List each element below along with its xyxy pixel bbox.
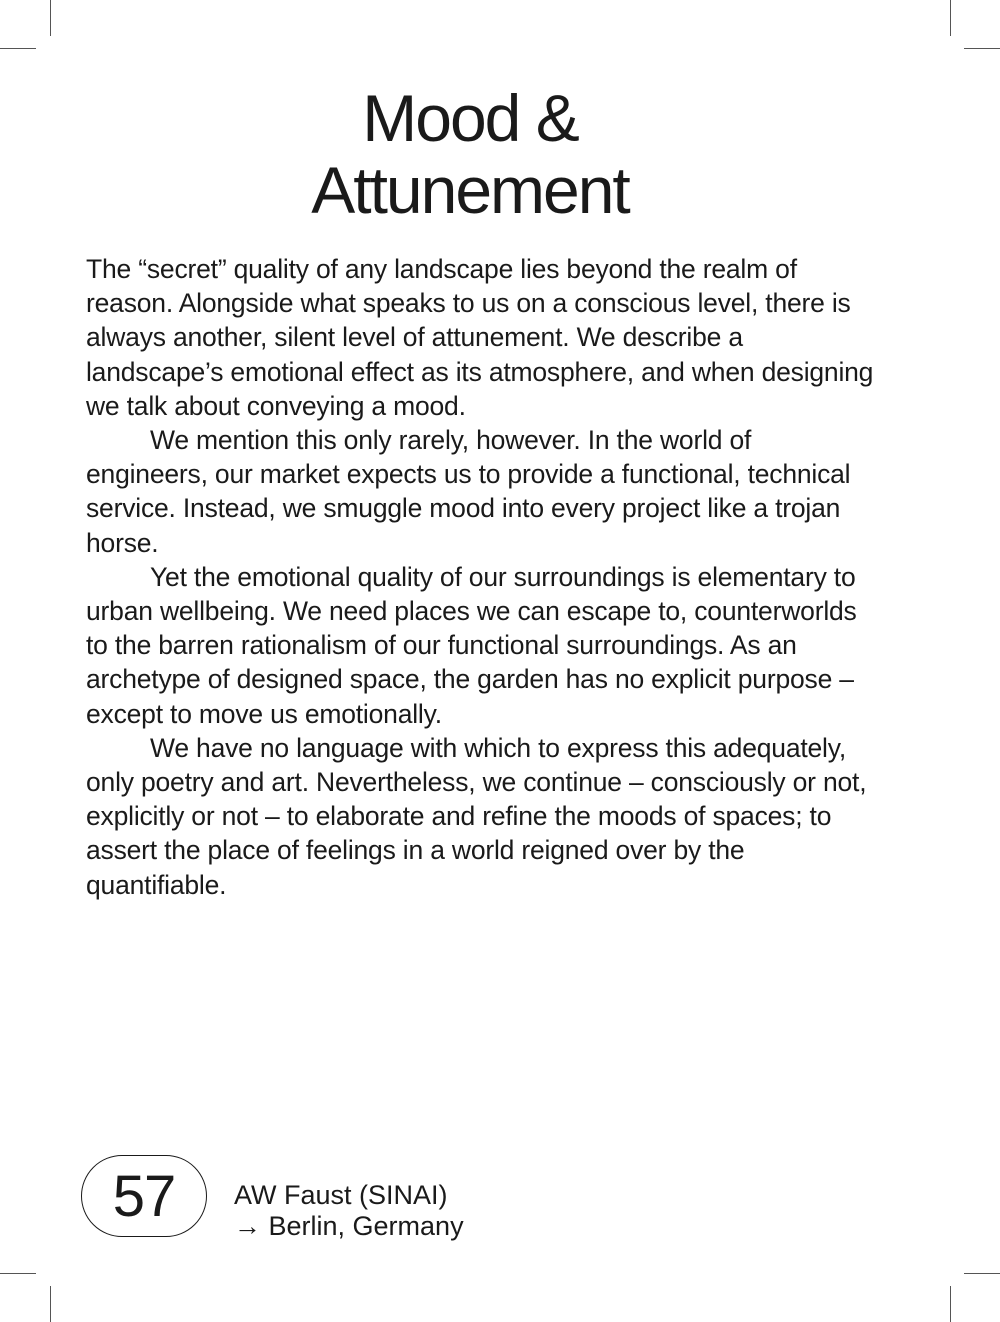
page-number-badge bbox=[81, 1155, 207, 1237]
credit-author: AW Faust (SINAI) bbox=[234, 1180, 448, 1210]
page-number: 57 bbox=[112, 1163, 176, 1229]
crop-mark-top-left-vertical bbox=[50, 0, 51, 36]
page-title bbox=[0, 82, 940, 226]
essay-body bbox=[86, 252, 876, 902]
paragraph-3: Yet the emotional quality of our surroundings is elementary to urban wellbeing. We need places we can escape to, counterworlds to the barren rationalism of our functional surroundings. As an archetype of designed space, the garden has no explicit purpose – except to move us emotionally. bbox=[86, 561, 857, 729]
credit-location: → Berlin, Germany bbox=[234, 1211, 464, 1241]
crop-mark-bottom-right-vertical bbox=[950, 1286, 951, 1322]
crop-mark-bottom-right-horizontal bbox=[964, 1273, 1000, 1274]
paragraph-2: We mention this only rarely, however. In the world of engineers, our market expects us to provide a functional, technical service. Instead, we smuggle mood into every project like a trojan horse. bbox=[86, 425, 851, 558]
title-line-2: Attunement bbox=[311, 153, 629, 227]
crop-mark-top-right-vertical bbox=[950, 0, 951, 36]
paragraph-1: The “secret” quality of any landscape lies beyond the realm of reason. Alongside what speaks to us on a conscious level, there is always another, silent level of attunement. We describe a landscape’s emotional effect as its atmosphere, and when designing we talk about conveying a mood. bbox=[86, 254, 874, 421]
crop-mark-bottom-left-vertical bbox=[50, 1286, 51, 1322]
crop-mark-bottom-left-horizontal bbox=[0, 1273, 36, 1274]
paragraph-4: We have no language with which to express this adequately, only poetry and art. Nevertheless, we continue – consciously or not, explicitly or not – to elaborate and refine the moods of spaces; to assert the place of feelings in a world reigned over by the quantifiable. bbox=[86, 732, 867, 900]
crop-mark-top-right-horizontal bbox=[964, 48, 1000, 49]
crop-mark-top-left-horizontal bbox=[0, 48, 36, 49]
project-credit bbox=[234, 1180, 464, 1242]
title-line-1: Mood & bbox=[362, 81, 578, 155]
